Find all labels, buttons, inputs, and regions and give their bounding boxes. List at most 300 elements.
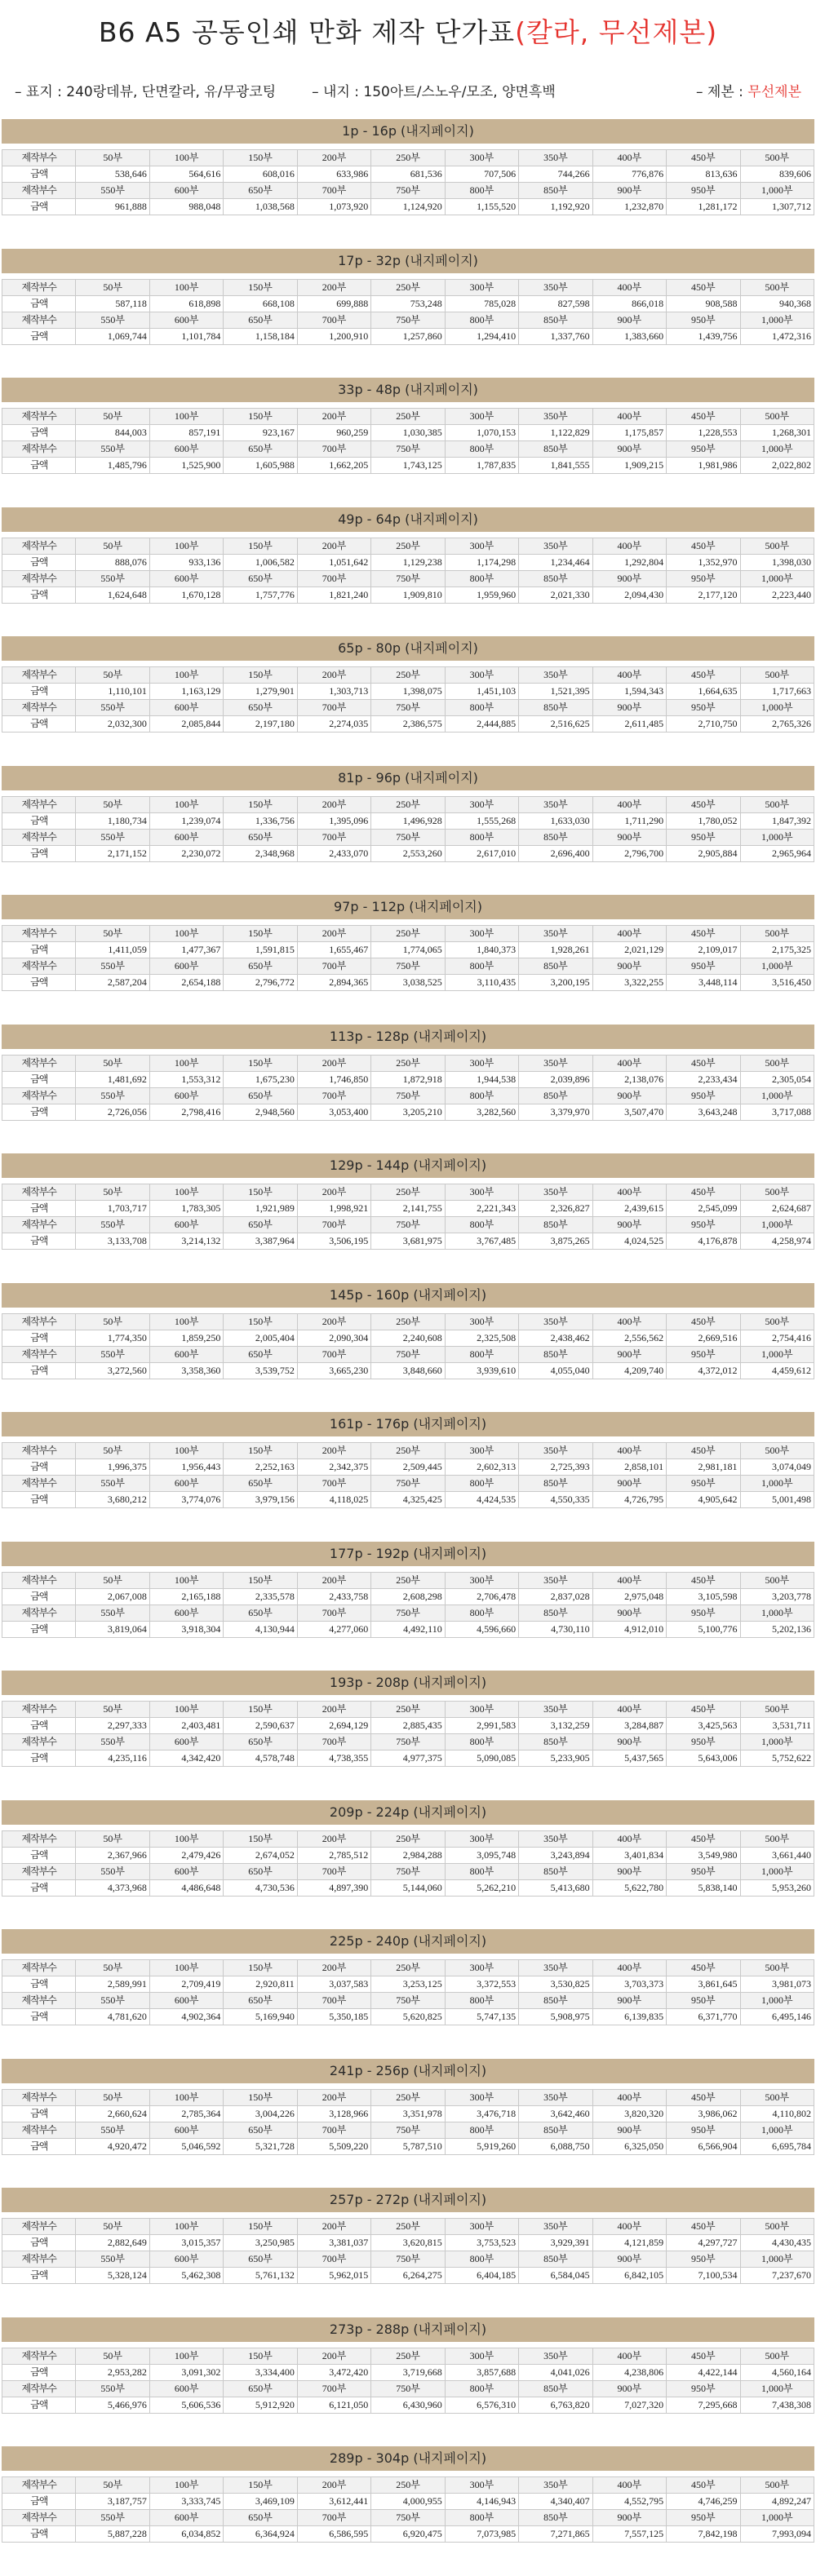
quantity-cell: 750부 — [371, 1734, 445, 1751]
price-label: 금액 — [2, 684, 76, 700]
section-header: 145p - 160p (내지페이지) — [2, 1283, 814, 1308]
price-cell: 5,908,975 — [519, 2009, 592, 2025]
price-cell: 923,167 — [224, 425, 297, 441]
quantity-cell: 350부 — [519, 1830, 592, 1847]
price-cell: 3,132,259 — [519, 1718, 592, 1734]
quantity-cell: 750부 — [371, 829, 445, 845]
price-cell: 3,643,248 — [667, 1104, 740, 1120]
price-cell: 4,977,375 — [371, 1751, 445, 1767]
price-cell: 2,433,070 — [297, 845, 370, 861]
quantity-cell: 1,000부 — [740, 2510, 814, 2526]
price-cell: 5,606,536 — [149, 2397, 223, 2413]
price-cell: 3,506,195 — [297, 1233, 370, 1250]
quantity-cell: 650부 — [224, 1734, 297, 1751]
quantity-cell: 450부 — [667, 1184, 740, 1201]
price-cell: 844,003 — [76, 425, 149, 441]
quantity-cell: 100부 — [149, 926, 223, 942]
quantity-cell: 350부 — [519, 1055, 592, 1071]
quantity-label: 제작부수 — [2, 2089, 76, 2105]
quantity-cell: 600부 — [149, 2510, 223, 2526]
price-cell: 5,787,510 — [371, 2138, 445, 2154]
quantity-cell: 1,000부 — [740, 2122, 814, 2138]
quantity-cell: 600부 — [149, 1734, 223, 1751]
price-cell: 3,372,553 — [445, 1976, 518, 1993]
price-cell: 7,295,668 — [667, 2397, 740, 2413]
price-label: 금액 — [2, 2138, 76, 2154]
price-cell: 5,919,260 — [445, 2138, 518, 2154]
quantity-cell: 150부 — [224, 926, 297, 942]
quantity-cell: 500부 — [740, 2089, 814, 2105]
section-header: 65p - 80p (내지페이지) — [2, 636, 814, 661]
quantity-cell: 400부 — [592, 1572, 666, 1588]
quantity-cell: 650부 — [224, 700, 297, 716]
price-label: 금액 — [2, 1071, 76, 1087]
price-cell: 2,433,758 — [297, 1588, 370, 1604]
price-cell: 3,774,076 — [149, 1492, 223, 1508]
quantity-cell: 150부 — [224, 538, 297, 554]
price-cell: 5,622,780 — [592, 1879, 666, 1896]
quantity-cell: 1,000부 — [740, 1346, 814, 1362]
quantity-row — [2, 183, 814, 199]
quantity-cell: 900부 — [592, 2122, 666, 2138]
price-cell: 1,158,184 — [224, 328, 297, 344]
quantity-cell: 50부 — [76, 2348, 149, 2364]
price-section — [0, 119, 816, 249]
price-cell: 3,539,752 — [224, 1362, 297, 1379]
price-label: 금액 — [2, 1751, 76, 1767]
price-cell: 3,469,109 — [224, 2494, 297, 2510]
quantity-row — [2, 1830, 814, 1847]
price-cell: 3,861,645 — [667, 1976, 740, 1993]
price-cell: 2,965,964 — [740, 845, 814, 861]
section-header: 257p - 272p (내지페이지) — [2, 2188, 814, 2212]
quantity-row — [2, 312, 814, 328]
quantity-row — [2, 409, 814, 425]
price-cell: 2,094,430 — [592, 586, 666, 603]
quantity-label: 제작부수 — [2, 312, 76, 328]
quantity-cell: 1,000부 — [740, 829, 814, 845]
quantity-cell: 1,000부 — [740, 2251, 814, 2268]
quantity-cell: 350부 — [519, 1313, 592, 1330]
price-cell: 5,747,135 — [445, 2009, 518, 2025]
price-cell: 2,905,884 — [667, 845, 740, 861]
price-label: 금액 — [2, 1104, 76, 1120]
price-cell: 1,257,860 — [371, 328, 445, 344]
quantity-cell: 200부 — [297, 409, 370, 425]
quantity-label: 제작부수 — [2, 538, 76, 554]
price-cell: 2,367,966 — [76, 1847, 149, 1863]
quantity-label: 제작부수 — [2, 1087, 76, 1104]
price-cell: 587,118 — [76, 295, 149, 312]
quantity-cell: 700부 — [297, 441, 370, 458]
price-section — [0, 2317, 816, 2447]
quantity-row — [2, 1702, 814, 1718]
price-cell: 1,959,960 — [445, 586, 518, 603]
price-cell: 7,027,320 — [592, 2397, 666, 2413]
quantity-cell: 850부 — [519, 312, 592, 328]
price-cell: 4,325,425 — [371, 1492, 445, 1508]
quantity-cell: 450부 — [667, 667, 740, 684]
quantity-cell: 800부 — [445, 700, 518, 716]
price-cell: 4,459,612 — [740, 1362, 814, 1379]
price-cell: 6,586,595 — [297, 2526, 370, 2543]
quantity-cell: 200부 — [297, 2219, 370, 2235]
section-header: 1p - 16p (내지페이지) — [2, 119, 814, 144]
quantity-row — [2, 570, 814, 586]
quantity-cell: 200부 — [297, 1313, 370, 1330]
quantity-row — [2, 2477, 814, 2494]
quantity-cell: 600부 — [149, 1863, 223, 1879]
price-cell: 1,006,582 — [224, 554, 297, 570]
quantity-cell: 100부 — [149, 1443, 223, 1459]
quantity-row — [2, 2251, 814, 2268]
quantity-cell: 500부 — [740, 279, 814, 295]
quantity-label: 제작부수 — [2, 150, 76, 166]
price-cell: 2,221,343 — [445, 1201, 518, 1217]
price-cell: 5,413,680 — [519, 1879, 592, 1896]
price-cell: 2,297,333 — [76, 1718, 149, 1734]
quantity-cell: 50부 — [76, 1443, 149, 1459]
price-label: 금액 — [2, 1718, 76, 1734]
price-cell: 1,398,030 — [740, 554, 814, 570]
price-cell: 3,918,304 — [149, 1621, 223, 1637]
quantity-cell: 50부 — [76, 279, 149, 295]
quantity-row — [2, 829, 814, 845]
price-cell: 2,439,615 — [592, 1201, 666, 1217]
quantity-cell: 650부 — [224, 312, 297, 328]
price-row — [2, 1104, 814, 1120]
price-cell: 2,545,099 — [667, 1201, 740, 1217]
price-cell: 3,203,778 — [740, 1588, 814, 1604]
price-cell: 7,237,670 — [740, 2268, 814, 2284]
quantity-cell: 150부 — [224, 1830, 297, 1847]
spec-line — [15, 80, 801, 104]
quantity-cell: 950부 — [667, 958, 740, 975]
quantity-cell: 300부 — [445, 1055, 518, 1071]
quantity-cell: 400부 — [592, 667, 666, 684]
price-cell: 4,486,648 — [149, 1879, 223, 1896]
price-row — [2, 1233, 814, 1250]
price-table — [2, 1830, 814, 1897]
price-row — [2, 1718, 814, 1734]
quantity-cell: 1,000부 — [740, 1087, 814, 1104]
price-cell: 4,596,660 — [445, 1621, 518, 1637]
quantity-cell: 550부 — [76, 2380, 149, 2397]
quantity-cell: 950부 — [667, 2380, 740, 2397]
quantity-cell: 700부 — [297, 700, 370, 716]
price-cell: 3,472,420 — [297, 2364, 370, 2380]
price-section — [0, 895, 816, 1025]
price-cell: 1,662,205 — [297, 458, 370, 474]
quantity-cell: 750부 — [371, 183, 445, 199]
price-cell: 1,303,713 — [297, 684, 370, 700]
price-row — [2, 1071, 814, 1087]
price-row — [2, 328, 814, 344]
price-cell: 3,507,470 — [592, 1104, 666, 1120]
quantity-cell: 400부 — [592, 1184, 666, 1201]
price-table — [2, 666, 814, 733]
quantity-cell: 800부 — [445, 183, 518, 199]
quantity-cell: 350부 — [519, 150, 592, 166]
price-cell: 1,352,970 — [667, 554, 740, 570]
quantity-cell: 850부 — [519, 1346, 592, 1362]
quantity-cell: 450부 — [667, 1572, 740, 1588]
price-cell: 3,379,970 — [519, 1104, 592, 1120]
price-cell: 3,358,360 — [149, 1362, 223, 1379]
price-label: 금액 — [2, 716, 76, 733]
quantity-cell: 700부 — [297, 2510, 370, 2526]
quantity-cell: 250부 — [371, 1184, 445, 1201]
quantity-cell: 500부 — [740, 409, 814, 425]
price-cell: 2,858,101 — [592, 1459, 666, 1476]
quantity-cell: 250부 — [371, 796, 445, 812]
quantity-cell: 750부 — [371, 1476, 445, 1492]
quantity-label: 제작부수 — [2, 2219, 76, 2235]
quantity-cell: 300부 — [445, 409, 518, 425]
price-cell: 1,555,268 — [445, 812, 518, 829]
price-cell: 2,252,163 — [224, 1459, 297, 1476]
price-cell: 2,617,010 — [445, 845, 518, 861]
price-cell: 4,422,144 — [667, 2364, 740, 2380]
quantity-cell: 700부 — [297, 1087, 370, 1104]
quantity-cell: 50부 — [76, 1960, 149, 1976]
quantity-label: 제작부수 — [2, 829, 76, 845]
price-cell: 4,905,642 — [667, 1492, 740, 1508]
quantity-cell: 800부 — [445, 441, 518, 458]
price-table — [2, 538, 814, 604]
price-cell: 2,233,434 — [667, 1071, 740, 1087]
price-cell: 3,015,357 — [149, 2235, 223, 2251]
price-cell: 1,395,096 — [297, 812, 370, 829]
price-cell: 1,239,074 — [149, 812, 223, 829]
quantity-cell: 800부 — [445, 958, 518, 975]
price-cell: 668,108 — [224, 295, 297, 312]
quantity-cell: 900부 — [592, 2510, 666, 2526]
quantity-cell: 600부 — [149, 1604, 223, 1621]
price-section — [0, 636, 816, 766]
quantity-cell: 600부 — [149, 1087, 223, 1104]
price-row — [2, 1459, 814, 1476]
price-label: 금액 — [2, 2268, 76, 2284]
quantity-cell: 400부 — [592, 1055, 666, 1071]
price-section — [0, 1929, 816, 2059]
price-cell: 1,163,129 — [149, 684, 223, 700]
price-cell: 5,328,124 — [76, 2268, 149, 2284]
price-cell: 1,928,261 — [519, 942, 592, 958]
price-cell: 1,743,125 — [371, 458, 445, 474]
quantity-cell: 950부 — [667, 312, 740, 328]
quantity-cell: 550부 — [76, 2122, 149, 2138]
price-section — [0, 1671, 816, 1800]
quantity-cell: 700부 — [297, 1346, 370, 1362]
quantity-cell: 200부 — [297, 1572, 370, 1588]
price-cell: 1,307,712 — [740, 199, 814, 215]
price-cell: 1,909,810 — [371, 586, 445, 603]
quantity-cell: 350부 — [519, 538, 592, 554]
price-cell: 1,234,464 — [519, 554, 592, 570]
price-cell: 6,495,146 — [740, 2009, 814, 2025]
price-cell: 2,230,072 — [149, 845, 223, 861]
quantity-cell: 750부 — [371, 1346, 445, 1362]
price-cell: 6,034,852 — [149, 2526, 223, 2543]
price-cell: 1,553,312 — [149, 1071, 223, 1087]
section-header: 273p - 288p (내지페이지) — [2, 2317, 814, 2342]
price-row — [2, 1201, 814, 1217]
quantity-cell: 50부 — [76, 538, 149, 554]
quantity-cell: 1,000부 — [740, 312, 814, 328]
quantity-cell: 700부 — [297, 1734, 370, 1751]
price-cell: 1,521,395 — [519, 684, 592, 700]
quantity-cell: 350부 — [519, 796, 592, 812]
price-cell: 3,387,964 — [224, 1233, 297, 1250]
price-cell: 5,046,592 — [149, 2138, 223, 2154]
price-cell: 3,133,708 — [76, 1233, 149, 1250]
section-header: 289p - 304p (내지페이지) — [2, 2446, 814, 2471]
price-cell: 3,719,668 — [371, 2364, 445, 2380]
quantity-row — [2, 1734, 814, 1751]
price-cell: 3,214,132 — [149, 1233, 223, 1250]
quantity-cell: 100부 — [149, 1830, 223, 1847]
quantity-cell: 300부 — [445, 2219, 518, 2235]
price-table — [2, 149, 814, 215]
price-cell: 3,037,583 — [297, 1976, 370, 1993]
quantity-cell: 550부 — [76, 2251, 149, 2268]
price-cell: 2,590,637 — [224, 1718, 297, 1734]
quantity-row — [2, 2380, 814, 2397]
quantity-cell: 200부 — [297, 1055, 370, 1071]
quantity-cell: 300부 — [445, 279, 518, 295]
price-label: 금액 — [2, 328, 76, 344]
price-label: 금액 — [2, 1588, 76, 1604]
price-cell: 2,602,313 — [445, 1459, 518, 1476]
quantity-cell: 750부 — [371, 1217, 445, 1233]
price-row — [2, 1751, 814, 1767]
price-cell: 933,136 — [149, 554, 223, 570]
quantity-cell: 750부 — [371, 958, 445, 975]
quantity-row — [2, 1960, 814, 1976]
price-cell: 2,197,180 — [224, 716, 297, 733]
price-cell: 4,373,968 — [76, 1879, 149, 1896]
quantity-cell: 500부 — [740, 1443, 814, 1459]
price-cell: 3,979,156 — [224, 1492, 297, 1508]
quantity-cell: 450부 — [667, 1830, 740, 1847]
price-cell: 1,477,367 — [149, 942, 223, 958]
quantity-cell: 900부 — [592, 441, 666, 458]
quantity-cell: 650부 — [224, 958, 297, 975]
quantity-cell: 450부 — [667, 1702, 740, 1718]
price-cell: 4,560,164 — [740, 2364, 814, 2380]
quantity-cell: 550부 — [76, 1863, 149, 1879]
price-cell: 2,785,364 — [149, 2105, 223, 2122]
price-label: 금액 — [2, 1847, 76, 1863]
price-cell: 2,553,260 — [371, 845, 445, 861]
price-cell: 1,294,410 — [445, 328, 518, 344]
quantity-cell: 150부 — [224, 2477, 297, 2494]
section-header: 97p - 112p (내지페이지) — [2, 895, 814, 919]
price-row — [2, 684, 814, 700]
price-cell: 1,717,663 — [740, 684, 814, 700]
quantity-cell: 250부 — [371, 538, 445, 554]
quantity-cell: 600부 — [149, 700, 223, 716]
price-row — [2, 2235, 814, 2251]
price-cell: 4,730,536 — [224, 1879, 297, 1896]
quantity-cell: 800부 — [445, 1346, 518, 1362]
quantity-cell: 300부 — [445, 1830, 518, 1847]
price-cell: 618,898 — [149, 295, 223, 312]
quantity-cell: 500부 — [740, 1830, 814, 1847]
quantity-cell: 450부 — [667, 1443, 740, 1459]
quantity-cell: 50부 — [76, 1313, 149, 1330]
quantity-cell: 50부 — [76, 1184, 149, 1201]
price-cell: 3,243,894 — [519, 1847, 592, 1863]
price-cell: 3,820,320 — [592, 2105, 666, 2122]
price-cell: 1,780,052 — [667, 812, 740, 829]
quantity-cell: 150부 — [224, 2089, 297, 2105]
quantity-label: 제작부수 — [2, 409, 76, 425]
price-cell: 1,110,101 — [76, 684, 149, 700]
quantity-label: 제작부수 — [2, 1702, 76, 1718]
price-row — [2, 1879, 814, 1896]
price-cell: 4,550,335 — [519, 1492, 592, 1508]
price-label: 금액 — [2, 166, 76, 183]
quantity-cell: 1,000부 — [740, 2380, 814, 2397]
quantity-cell: 150부 — [224, 150, 297, 166]
price-cell: 3,334,400 — [224, 2364, 297, 2380]
quantity-cell: 350부 — [519, 2089, 592, 2105]
price-label: 금액 — [2, 1201, 76, 1217]
quantity-cell: 950부 — [667, 2510, 740, 2526]
price-cell: 3,205,210 — [371, 1104, 445, 1120]
quantity-row — [2, 2122, 814, 2138]
price-cell: 1,787,835 — [445, 458, 518, 474]
price-section — [0, 1153, 816, 1283]
quantity-cell: 950부 — [667, 2251, 740, 2268]
quantity-cell: 950부 — [667, 1863, 740, 1879]
quantity-cell: 750부 — [371, 1604, 445, 1621]
quantity-row — [2, 1055, 814, 1071]
quantity-cell: 200부 — [297, 926, 370, 942]
price-cell: 1,073,920 — [297, 199, 370, 215]
section-header: 129p - 144p (내지페이지) — [2, 1153, 814, 1178]
quantity-cell: 500부 — [740, 2348, 814, 2364]
quantity-cell: 750부 — [371, 1993, 445, 2009]
quantity-cell: 650부 — [224, 829, 297, 845]
section-header: 177p - 192p (내지페이지) — [2, 1542, 814, 1566]
quantity-cell: 900부 — [592, 2380, 666, 2397]
quantity-label: 제작부수 — [2, 1960, 76, 1976]
price-cell: 2,342,375 — [297, 1459, 370, 1476]
section-header: 209p - 224p (내지페이지) — [2, 1800, 814, 1825]
price-table — [2, 1959, 814, 2025]
price-cell: 2,984,288 — [371, 1847, 445, 1863]
quantity-label: 제작부수 — [2, 1184, 76, 1201]
quantity-cell: 200부 — [297, 1960, 370, 1976]
quantity-label: 제작부수 — [2, 1346, 76, 1362]
price-cell: 6,566,904 — [667, 2138, 740, 2154]
price-label: 금액 — [2, 458, 76, 474]
price-row — [2, 2009, 814, 2025]
quantity-label: 제작부수 — [2, 796, 76, 812]
quantity-cell: 350부 — [519, 667, 592, 684]
quantity-cell: 450부 — [667, 2348, 740, 2364]
quantity-cell: 1,000부 — [740, 570, 814, 586]
quantity-cell: 650부 — [224, 570, 297, 586]
price-cell: 2,953,282 — [76, 2364, 149, 2380]
price-cell: 2,141,755 — [371, 1201, 445, 1217]
price-cell: 3,929,391 — [519, 2235, 592, 2251]
quantity-cell: 500부 — [740, 1960, 814, 1976]
quantity-cell: 950부 — [667, 183, 740, 199]
